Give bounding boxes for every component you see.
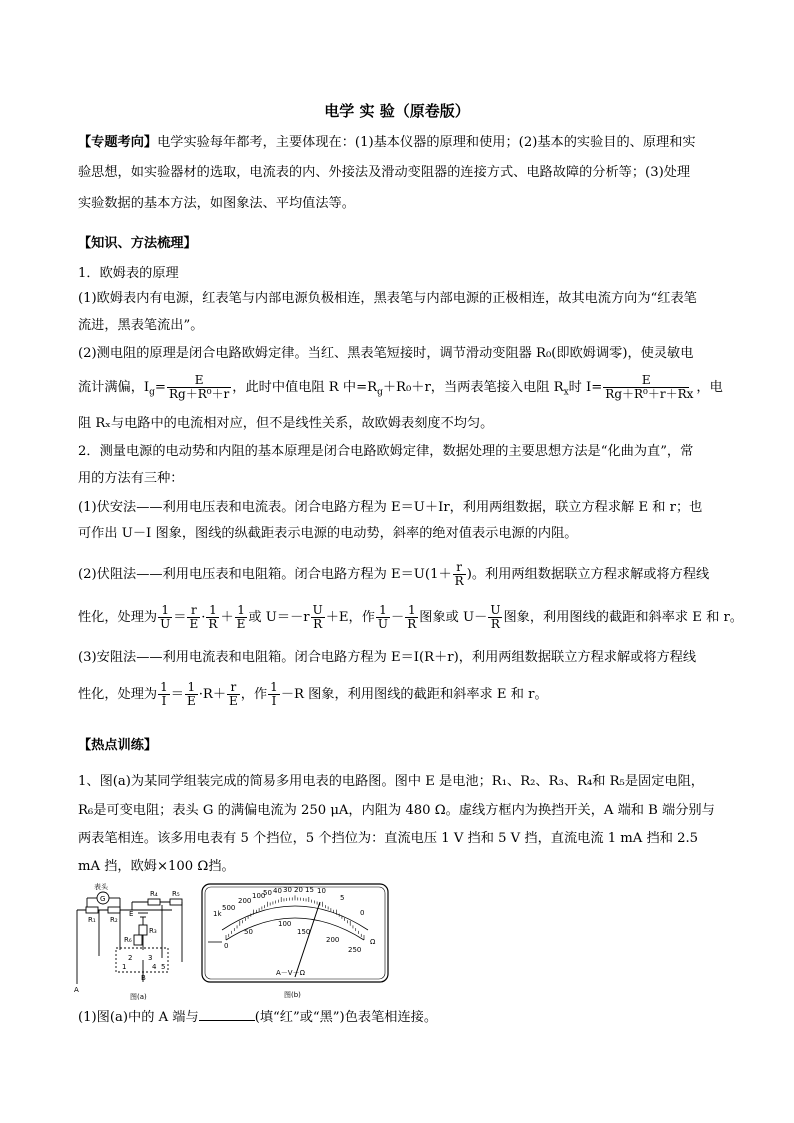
ohm-tick-0: 0 [360, 909, 365, 917]
s2-m1a: (1)伏安法——利用电压表和电流表。闭合电路方程为 E＝U＋Ir，利用两组数据，联立方程求解 E 和 r；也 [78, 500, 703, 515]
label-g: G [100, 895, 106, 903]
lin-tick-100: 100 [278, 920, 292, 928]
label-r1: R₁ [88, 916, 96, 924]
ohm-tick-5: 5 [340, 894, 345, 902]
s2-l2: 用的方法有三种： [78, 471, 184, 486]
label-e: E [129, 910, 134, 918]
formula-i: $\frac{E}{\text{Rg＋R⁰＋r＋Rx}}$ [605, 373, 694, 401]
s2-m2a: (2)伏阻法——利用电压表和电阻箱。闭合电路方程为 E＝U(1＋ $\frac{r}{R}$ )。利用两组数据联立方程求解或将方程线 [78, 560, 710, 588]
label-s4: 4 [152, 963, 157, 971]
s1-p1b: 流进，黑表笔流出”。 [78, 318, 204, 333]
ohm-tick-100: 100 [252, 892, 266, 900]
ohm-tick-15: 15 [305, 886, 314, 894]
formula-ig: $\frac{E}{\text{Rg＋R⁰＋r}}$ [168, 373, 230, 401]
s2-m1b: 可作出 U－I 图象，图线的纵截距表示电源的电动势，斜率的绝对值表示电源的内阻。 [78, 526, 578, 541]
label-r6: R₆ [124, 936, 132, 944]
s1-p2b: 流计满偏，$I_g=$ $\frac{E}{\text{Rg＋R⁰＋r}}$ ，此时中值电阻 R 中$=R_g+R_0+r$，当两表笔接入电阻 $R_x$时 I= $\frac{E}{\text{Rg＋R⁰＋r＋Rx}}$ ，电 [78, 373, 723, 401]
answer-blank[interactable] [199, 1008, 255, 1021]
lin-tick-150: 150 [297, 928, 311, 936]
label-r3: R₃ [149, 927, 157, 935]
label-s3: 3 [148, 954, 153, 962]
hot-header: 【热点训练】 [78, 738, 158, 753]
lin-tick-50: 50 [244, 928, 253, 936]
s2-l1: 2．测量电源的电动势和内阻的基本原理是闭合电路欧姆定律，数据处理的主要思想方法是“化曲为直”，常 [78, 444, 694, 459]
s1-p2a: (2)测电阻的原理是闭合电路欧姆定律。当红、黑表笔短接时，调节滑动变阻器 R₀(即欧姆调零)，使灵敏电 [78, 346, 694, 361]
ohm-tick-500: 500 [222, 904, 236, 912]
ohm-tick-40: 40 [273, 887, 282, 895]
label-a: A [74, 986, 79, 994]
s2-m2b: 性化，处理为 $\frac{1}{U}$ ＝ $\frac{r}{E}$ · $\frac{1}{R}$ ＋ $\frac{1}{E}$ 或 U＝－r $\frac{U}{R}$ ＋E，作 $\frac{1}{U}$ － $\frac{1}{R}$ 图象或 U－ $\frac{U}{R}$ 图象，利用图线的截距和斜率求 E 和 r。 [78, 603, 743, 631]
circuit-diagram-a [72, 880, 192, 1000]
ohm-tick-30: 30 [283, 886, 292, 894]
meter-dial-b [200, 882, 390, 1002]
q1-l1: 1、图(a)为某同学组装完成的简易多用电表的电路图。图中 E 是电池；R₁、R₂、R₃、R₄和 R₅是固定电阻， [78, 774, 704, 789]
lin-tick-250: 250 [348, 946, 362, 954]
knowledge-header: 【知识、方法梳理】 [78, 236, 197, 251]
s2-m3a: (3)安阻法——利用电流表和电阻箱。闭合电路方程为 E＝I(R＋r)，利用两组数据联立方程求解或将方程线 [78, 650, 697, 665]
page-title: 电学 实 验（原卷版） [324, 102, 470, 120]
ohm-tick-20: 20 [294, 886, 303, 894]
s1-p1a: (1)欧姆表内有电源，红表笔与内部电源负极相连，黑表笔与内部电源的正极相连，故其电流方向为“红表笔 [78, 291, 697, 306]
caption-b: 图(b) [284, 991, 301, 999]
label-r2: R₂ [110, 916, 118, 924]
ohm-tick-200: 200 [238, 897, 252, 905]
q1-sub1: (1)图(a)中的 A 端与 (填“红”或“黑”)色表笔相连接。 [78, 1010, 438, 1025]
lin-tick-0: 0 [224, 942, 229, 950]
label-s5: 5 [161, 963, 166, 971]
s1-title: 1．欧姆表的原理 [78, 266, 179, 281]
s1-p2c: 阻 Rₓ与电路中的电流相对应，但不是线性关系，故欧姆表刻度不均匀。 [78, 416, 494, 431]
omega-symbol: Ω [370, 938, 376, 946]
ohm-tick-1k: 1k [213, 910, 222, 918]
intro-line-3: 实验数据的基本方法，如图象法、平均值法等。 [78, 196, 355, 211]
caption-a: 图(a) [130, 993, 147, 1000]
q1-l4: mA 挡，欧姆×100 Ω挡。 [78, 859, 235, 874]
mode-label: A－V－Ω [276, 969, 305, 977]
lin-tick-200: 200 [326, 936, 340, 944]
label-b: B [141, 974, 146, 982]
intro-line-2: 验思想，如实验器材的选取，电流表的内、外接法及滑动变阻器的连接方式、电路故障的分析等；(3)处理 [78, 165, 691, 180]
label-r4: R₄ [150, 890, 158, 898]
q1-l2: R₆是可变电阻；表头 G 的满偏电流为 250 μA，内阻为 480 Ω。虚线方框内为换挡开关，A 端和 B 端分别与 [78, 803, 715, 818]
q1-l3: 两表笔相连。该多用电表有 5 个挡位，5 个挡位为：直流电压 1 V 挡和 5 V 挡，直流电流 1 mA 挡和 2.5 [78, 831, 699, 846]
label-biaotou: 表头 [94, 883, 108, 891]
ohm-tick-50: 50 [263, 889, 272, 897]
label-r5: R₅ [172, 890, 180, 898]
ohm-tick-10: 10 [317, 887, 326, 895]
label-s1: 1 [122, 963, 127, 971]
intro-line-1: 【专题考向】电学实验每年都考，主要体现在：(1)基本仪器的原理和使用；(2)基本的实验目的、原理和实 [78, 135, 696, 150]
s2-m3b: 性化，处理为 $\frac{1}{I}$ ＝ $\frac{1}{E}$ ·R＋ $\frac{r}{E}$ ，作 $\frac{1}{I}$ －R 图象，利用图线的截距和斜率求 E 和 r。 [78, 680, 548, 708]
label-s2: 2 [128, 954, 133, 962]
